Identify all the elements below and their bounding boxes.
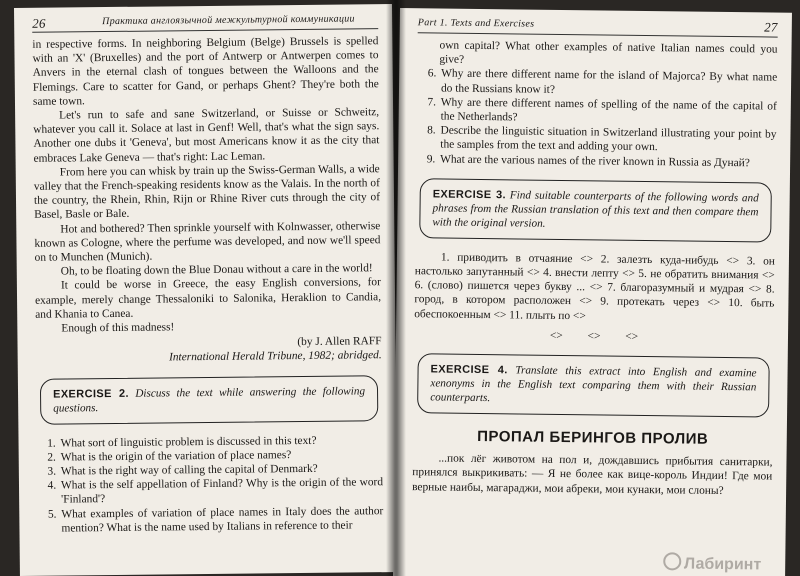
arrow-markers: <> <> <> (549, 329, 639, 343)
exercise-4-task: Translate this extract into English and examine xenonyms in the English text comparing them with their Russian counterparts. (430, 364, 757, 405)
exercise-4-box (417, 353, 770, 417)
question-item: 6. Why are there different name for the island of Majorca? By what name do the Russians know it? (439, 67, 777, 100)
question-item: 4. What is the self appellation of Finland? Why is the origin of the word 'Finland'? (59, 475, 383, 507)
paragraph: in respective forms. In neighboring Belgium (Belge) Brussels is spelled with an 'X' (Bruxelles) and the port of Antwerp or Antwerpen comes to Anvers in the eternal clash of tongues between the Walloons and the Flemings. Care to scatter for Gand, or perhaps Ghent? They're both the same town. (32, 35, 379, 108)
right-page (393, 8, 792, 576)
exercise-3-task: Find suitable counterparts of the following words and phrases from the Russian translation of this text and then compare them with the original version. (432, 189, 759, 230)
question-item: 2. What is the origin of the variation of place names? (59, 447, 383, 465)
left-running-title: Практика англоязычной межкультурной коммуникации (102, 13, 355, 28)
paragraph: Oh, to be floating down the Blue Donau without a care in the world! (60, 262, 373, 278)
exercise-2-label: EXERCISE 2. (52, 387, 129, 401)
exercise-4-label: EXERCISE 4. (430, 363, 508, 377)
right-page-body (411, 38, 778, 576)
left-running-head (32, 12, 378, 33)
exercise-2-task: Discuss the text while answering the following questions. (53, 385, 366, 415)
paragraph: It could be worse in Greece, the easy English conversions, for example, merely change Thessaloniki to Salonika, Heraklion to Candia, and Khania to Canea. (35, 276, 382, 321)
russian-phrase-list: 1. приводить в отчаяние <> 2. залезть куда-нибудь <> 3. он настолько запутанный <> 4. внести лепту <> 5. не обратить внимания <> 6. (слово) пишется через букву ... <> 7. благоразумный и мудрая <> 8. город, в котором расположен <> 9. протекать через <> 10. быть обеспокоенным <> 11. плыть по <> (414, 251, 776, 322)
extract-heading: ПРОПАЛ БЕРИНГОВ ПРОЛИВ (477, 428, 709, 448)
left-page-number: 26 (32, 15, 46, 31)
left-page-body (32, 34, 384, 576)
question-item: 3. What is the right way of calling the capital of Denmark? (59, 461, 383, 479)
book-gutter (386, 0, 406, 576)
paragraph: Let's run to safe and sane Switzerland, or Suisse or Schweitz, whatever you call it. Solace at last in Genf! Well, that's what the sign says. Another one dubs it 'Geneva', but most Americans know it as the city that embraces Lake Geneva — that's right: Lac Leman. (33, 106, 380, 165)
question-item: 5. What examples of variation of place names in Italy does the author mention? What is the name used by Italians in reference to their (59, 504, 383, 536)
left-page (14, 4, 398, 576)
question-list-continued (416, 67, 777, 171)
question-item: 8. Describe the linguistic situation in Switzerland illustrating your point by the samples from the text and adding your own. (438, 124, 776, 157)
question-item: 1. What sort of linguistic problem is discussed in this text? (58, 433, 382, 451)
source-citation: International Herald Tribune, 1982; abridged. (168, 349, 382, 364)
exercise-3-box (419, 178, 772, 242)
right-running-title: Part 1. Texts and Exercises (417, 17, 535, 30)
watermark-text: Лабиринт (683, 555, 762, 574)
right-running-head (418, 16, 778, 37)
question-item: 7. Why are there different names of spelling of the name of the capital of the Netherlands? (439, 95, 777, 128)
watermark (663, 552, 762, 574)
author-signature: (by J. Allen RAFF (297, 335, 382, 349)
exercise-3-label: EXERCISE 3. (432, 188, 507, 202)
paragraph: Hot and bothered? Then sprinkle yourself with Kolnwasser, otherwise known as Cologne, where the perfume was developed, and now we'll speed on to Munchen (Munich). (34, 219, 381, 264)
paragraph: From here you can whisk by train up the Swiss-German Walls, a wide valley that the French-speaking residents know as the Valais. In the north of the country, the Rhein, Rhin, Rijn or Rhine River cuts through the city of Basel, Basle or Bale. (33, 163, 381, 222)
question-list (36, 433, 383, 536)
question-item: 9. What are the various names of the river known in Russia as Дунай? (438, 152, 776, 170)
paragraph: Enough of this madness! (61, 321, 175, 335)
extract-text: ...пок лёг животом на пол и, дождавшись прибытия санитарки, принялся выкрикивать: — Я не более как вице-король Индии! Где мои верные наибы, магараджи, мои абреки, мои кунаки, мои слоны? (412, 452, 773, 497)
question-continuation: own capital? What other examples of native Italian names could you give? (439, 39, 778, 66)
exercise-2-box (40, 375, 378, 425)
right-page-number: 27 (764, 19, 778, 35)
watermark-logo-icon (663, 552, 681, 570)
